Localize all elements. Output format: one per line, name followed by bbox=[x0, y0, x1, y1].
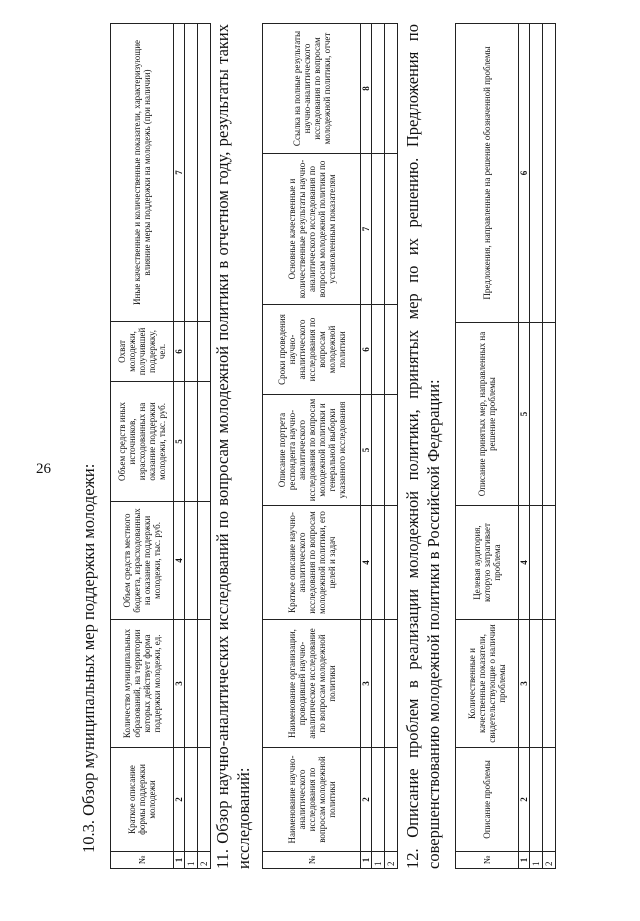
col-header-problem-description: Описание проблемы bbox=[456, 748, 519, 852]
column-number-row bbox=[361, 24, 372, 869]
col-number: 6 bbox=[174, 322, 185, 382]
section-12-heading: 12. Описание проблем в реализации молодежной политики, принятых мер по их решению. Предложения по совершенствованию молодежной политики в Российской Федерации: bbox=[403, 24, 443, 869]
col-header-research-dates: Сроки проведения научно-аналитического исследования по вопросам молодежной политики bbox=[263, 305, 361, 395]
col-number: 4 bbox=[174, 502, 185, 620]
table-cell bbox=[385, 748, 398, 852]
col-number: 3 bbox=[174, 620, 185, 748]
col-header-local-budget: Объем средств местного бюджета, израсходованных на оказание поддержки молодежи, тыс. руб. bbox=[111, 502, 174, 620]
table-cell bbox=[543, 620, 556, 748]
col-number: 2 bbox=[361, 748, 372, 852]
table-cell bbox=[543, 748, 556, 852]
col-header-municipalities-count: Количество муниципальных образований, на территории которых действует форма поддержки молодежи, ед. bbox=[111, 620, 174, 748]
table-cell bbox=[198, 502, 211, 620]
table-cell bbox=[385, 620, 398, 748]
table-row bbox=[543, 24, 556, 869]
section-11-heading: 11. Обзор научно-аналитических исследований по вопросам молодежной политики в отчетном году, результаты таких исследований: bbox=[213, 24, 253, 869]
col-header-other-indicators: Иные качественные и количественные показатели, характеризующие влияние меры поддержки на молодежь (при наличии) bbox=[111, 24, 174, 322]
support-measures-table bbox=[110, 23, 211, 869]
table-cell bbox=[185, 24, 198, 322]
table-cell bbox=[543, 506, 556, 620]
table-cell bbox=[372, 506, 385, 620]
col-number: 6 bbox=[519, 24, 530, 323]
col-number: 7 bbox=[174, 24, 185, 322]
table-cell bbox=[185, 620, 198, 748]
table-header-row bbox=[456, 24, 519, 869]
col-header-number: № bbox=[263, 852, 361, 869]
col-header-research-name: Наименование научно-аналитического исследования по вопросам молодежной политики bbox=[263, 748, 361, 852]
col-number: 7 bbox=[361, 154, 372, 305]
table-cell bbox=[530, 748, 543, 852]
col-number: 3 bbox=[519, 620, 530, 748]
table-cell bbox=[385, 24, 398, 154]
column-number-row bbox=[519, 24, 530, 869]
problems-table bbox=[455, 23, 556, 869]
table-cell bbox=[372, 305, 385, 395]
table-row bbox=[530, 24, 543, 869]
table-cell bbox=[185, 502, 198, 620]
table-cell bbox=[385, 506, 398, 620]
table-cell bbox=[385, 305, 398, 395]
table-row bbox=[385, 24, 398, 869]
col-header-main-results: Основные качественные и количественные результаты научно-аналитического исследования по вопросам молодежной политики по установленным показателям bbox=[263, 154, 361, 305]
table-row bbox=[185, 24, 198, 869]
col-number: 4 bbox=[519, 506, 530, 620]
col-header-target-audience: Целевая аудитория, которую затрагивает проблема bbox=[456, 506, 519, 620]
col-number: 4 bbox=[361, 506, 372, 620]
table-cell bbox=[185, 748, 198, 852]
table-cell bbox=[198, 620, 211, 748]
table-cell bbox=[530, 506, 543, 620]
table-header-row bbox=[111, 24, 174, 869]
row-number: 2 bbox=[385, 852, 398, 869]
col-header-results-link: Ссылка на полные результаты научно-аналитического исследования по вопросам молодежной политики, отчет bbox=[263, 24, 361, 154]
col-header-youth-coverage: Охват молодежи, получившей поддержку, чел. bbox=[111, 322, 174, 382]
table-cell bbox=[198, 322, 211, 382]
table-row bbox=[372, 24, 385, 869]
col-number: 5 bbox=[519, 323, 530, 506]
row-number: 1 bbox=[530, 852, 543, 869]
row-number: 1 bbox=[372, 852, 385, 869]
col-header-research-description: Краткое описание научно-аналитического исследования по вопросам молодежной политики, его целей и задач bbox=[263, 506, 361, 620]
col-header-respondent-portrait: Описание портрета респондента научно-аналитического исследования по вопросам молодежной политики и генеральной выборки указанного исследования bbox=[263, 395, 361, 506]
col-number: 8 bbox=[361, 24, 372, 154]
table-cell bbox=[185, 382, 198, 502]
col-number: 1 bbox=[174, 852, 185, 869]
table-header-row bbox=[263, 24, 361, 869]
row-number: 2 bbox=[198, 852, 211, 869]
table-cell bbox=[185, 322, 198, 382]
col-number: 2 bbox=[519, 748, 530, 852]
table-cell bbox=[385, 395, 398, 506]
table-cell bbox=[530, 323, 543, 506]
col-header-other-sources: Объем средств иных источников, израсходованных на оказание поддержки молодежи, тыс. руб. bbox=[111, 382, 174, 502]
col-header-proposals: Предложения, направленные на решение обозначенной проблемы bbox=[456, 24, 519, 323]
table-cell bbox=[372, 24, 385, 154]
table-cell bbox=[530, 620, 543, 748]
section-10-3-heading: 10.3. Обзор муниципальных мер поддержки молодежи: bbox=[79, 463, 98, 853]
row-number: 2 bbox=[543, 852, 556, 869]
research-table bbox=[262, 23, 398, 869]
col-number: 5 bbox=[174, 382, 185, 502]
table-cell bbox=[198, 382, 211, 502]
table-cell bbox=[198, 748, 211, 852]
col-header-organization: Наименование организации, проводившей научно-аналитическое исследование по вопросам молодежной политики bbox=[263, 620, 361, 748]
table-cell bbox=[530, 24, 543, 323]
col-header-support-form: Краткое описание формы поддержки молодежи bbox=[111, 748, 174, 852]
col-header-number: № bbox=[456, 852, 519, 869]
table-row bbox=[198, 24, 211, 869]
column-number-row bbox=[174, 24, 185, 869]
col-number: 3 bbox=[361, 620, 372, 748]
table-cell bbox=[372, 395, 385, 506]
col-header-problem-indicators: Количественные и качественные показатели, свидетельствующие о наличии проблемы bbox=[456, 620, 519, 748]
table-cell bbox=[385, 154, 398, 305]
table-cell bbox=[198, 24, 211, 322]
table-cell bbox=[543, 24, 556, 323]
col-number: 2 bbox=[174, 748, 185, 852]
page-number: 26 bbox=[36, 461, 51, 477]
table-cell bbox=[372, 748, 385, 852]
col-number: 1 bbox=[519, 852, 530, 869]
col-number: 6 bbox=[361, 305, 372, 395]
col-number: 1 bbox=[361, 852, 372, 869]
col-number: 5 bbox=[361, 395, 372, 506]
col-header-measures-taken: Описание принятых мер, направленных на решение проблемы bbox=[456, 323, 519, 506]
table-cell bbox=[372, 620, 385, 748]
table-cell bbox=[372, 154, 385, 305]
col-header-number: № bbox=[111, 852, 174, 869]
row-number: 1 bbox=[185, 852, 198, 869]
table-cell bbox=[543, 323, 556, 506]
